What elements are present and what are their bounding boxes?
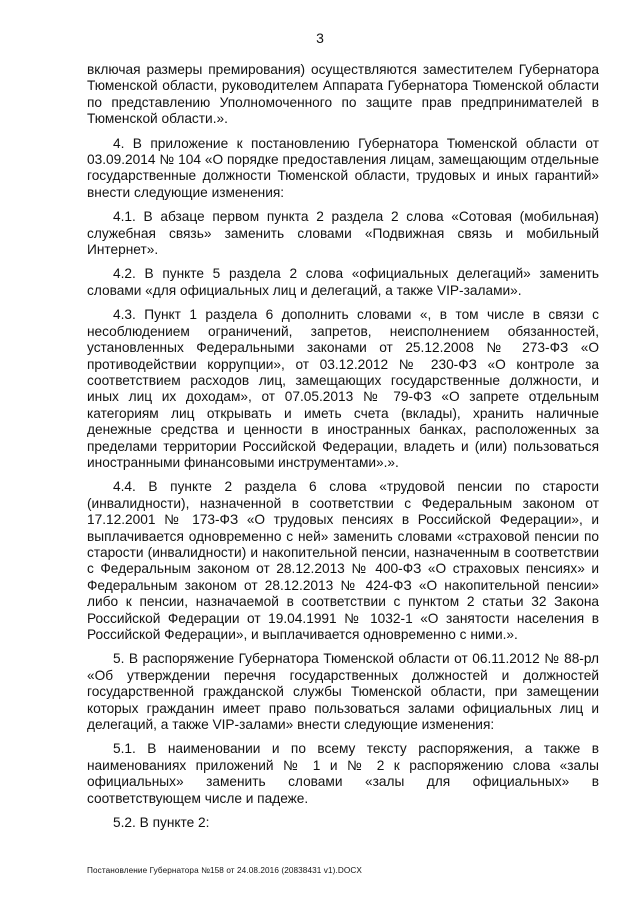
paragraph-item-4: 4. В приложение к постановлению Губернатора Тюменской области от 03.09.2014 № 104 «О порядке предоставления лицам, замещающим отдельные государственные должности Тюменской области, трудовых и иных гарантий» внести следующие изменения: (87, 135, 599, 200)
paragraph-item-4-4: 4.4. В пункте 2 раздела 6 слова «трудовой пенсии по старости (инвалидности), назначенной в соответствии с Федеральным законом от 17.12.2001 № 173-ФЗ «О трудовых пенсиях в Российской Федерации», и выплачивается одновременно с ней» заменить словами «страховой пенсии по старости (инвалидности) и накопительной пенсии, назначенным в соответствии с Федеральным законом от 28.12.2013 № 400-ФЗ «О страховых пенсиях» и Федеральным законом от 28.12.2013 № 424-ФЗ «О накопительной пенсии» либо к пенсии, назначаемой в соответствии с пунктом 2 статьи 32 Закона Российской Федерации от 19.04.1991 № 1032-1 «О занятости населения в Российской Федерации», и выплачивается одновременно с ними.». (87, 479, 599, 642)
paragraph-item-5: 5. В распоряжение Губернатора Тюменской области от 06.11.2012 № 88-рл «Об утверждении перечня государственных должностей и должностей государственной гражданской службы Тюменской области, при замещении которых гражданин имеет право пользоваться залами официальных лиц и делегаций, а также VIP-залами» внести следующие изменения: (87, 651, 599, 733)
document-body (87, 62, 599, 831)
paragraph-continuation: включая размеры премирования) осуществляются заместителем Губернатора Тюменской области, руководителем Аппарата Губернатора Тюменской области по представлению Уполномоченного по защите прав предпринимателей в Тюменской области.». (87, 62, 599, 127)
paragraph-item-4-2: 4.2. В пункте 5 раздела 2 слова «официальных делегаций» заменить словами «для официальных лиц и делегаций, а также VIP-залами». (87, 266, 599, 298)
page-number: 3 (316, 30, 324, 46)
paragraph-item-4-1: 4.1. В абзаце первом пункта 2 раздела 2 слова «Сотовая (мобильная) служебная связь» заменить словами «Подвижная связь и мобильный Интернет». (87, 209, 599, 258)
paragraph-item-5-2: 5.2. В пункте 2: (113, 815, 210, 831)
paragraph-item-4-3: 4.3. Пункт 1 раздела 6 дополнить словами «, в том числе в связи с несоблюдением ограничений, запретов, неисполнением обязанностей, установленных Федеральными законами от 25.12.2008 № 273-ФЗ «О противодействии коррупции», от 03.12.2012 № 230-ФЗ «О контроле за соответствием расходов лиц, замещающих государственные должности, и иных лиц их доходам», от 07.05.2013 № 79-ФЗ «О запрете отдельным категориям лиц открывать и иметь счета (вклады), хранить наличные денежные средства и ценности в иностранных банках, расположенных за пределами территории Российской Федерации, владеть и (или) пользоваться иностранными финансовыми инструментами».». (87, 307, 599, 470)
paragraph-item-5-1: 5.1. В наименовании и по всему тексту распоряжения, а также в наименованиях приложений № 1 и № 2 к распоряжению слова «залы официальных» заменить словами «залы для официальных» в соответствующем числе и падеже. (87, 741, 599, 806)
document-footer: Постановление Губернатора №158 от 24.08.2016 (20838431 v1).DOCX (87, 866, 362, 875)
